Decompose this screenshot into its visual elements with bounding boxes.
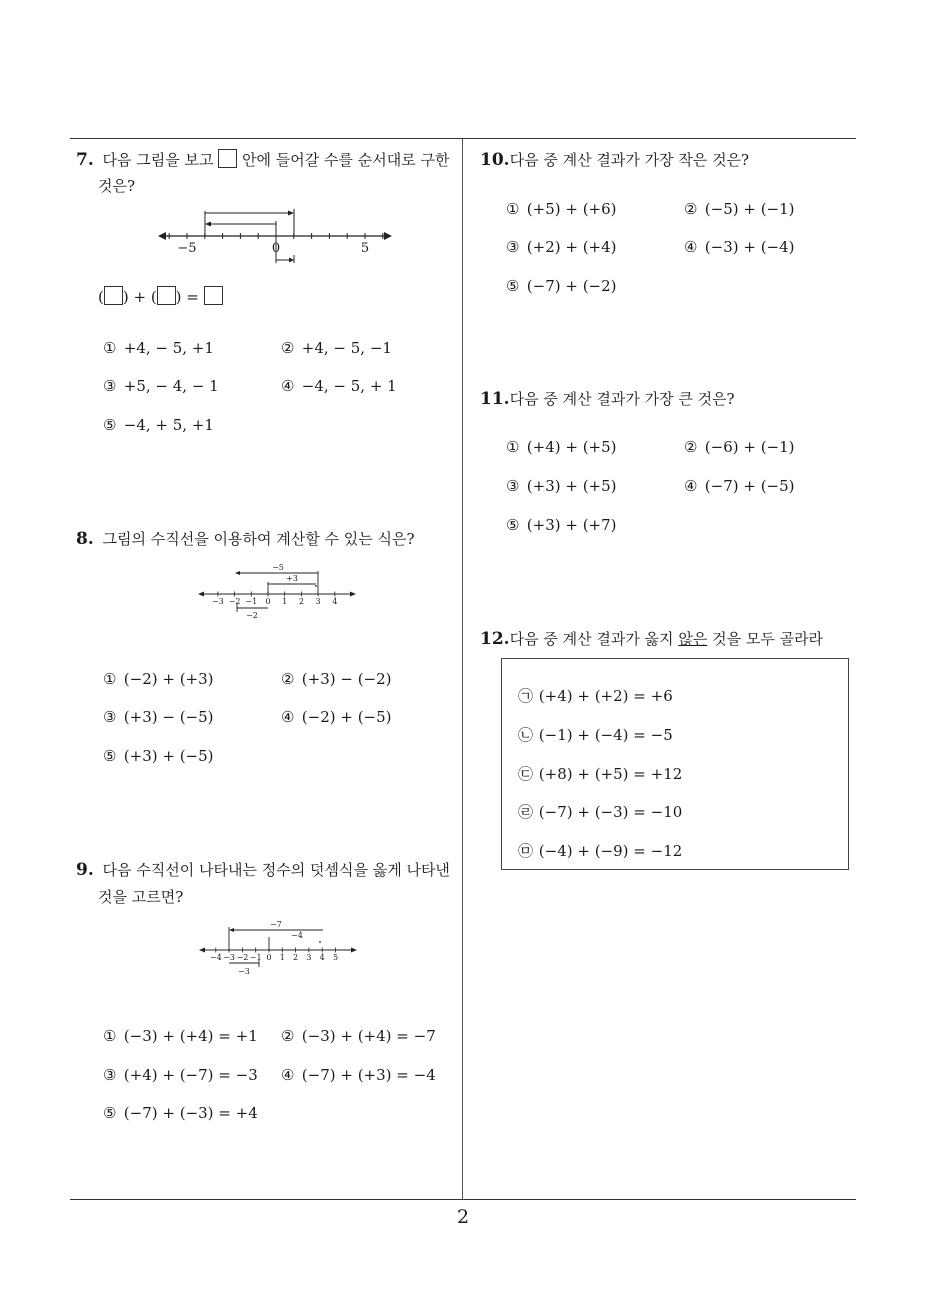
q8-arrow-head (235, 571, 240, 575)
choice-text: −4, + 5, +1 (123, 416, 214, 434)
q8-tick-label: −3 (212, 597, 224, 606)
q12-item-2[interactable] (518, 724, 673, 745)
question-7-text-a: 다음 그림을 보고 (102, 151, 214, 169)
q8-axis-left-arrow (198, 592, 204, 597)
choice-mark: ⑤ (506, 277, 520, 295)
choice-mark: ③ (103, 1066, 117, 1084)
answer-blank-box (218, 149, 237, 168)
choice-text: (−3) + (+4) = −7 (301, 1027, 436, 1045)
q7-axis-left-arrow (158, 232, 166, 240)
question-12-text-a: 다음 중 계산 결과가 옳지 (509, 630, 679, 648)
choice-text: (−6) + (−1) (704, 438, 795, 456)
question-11 (480, 385, 735, 413)
choice-text: (−5) + (−1) (704, 200, 795, 218)
q8-tick-label: 4 (332, 597, 338, 606)
choice-text: (−2) + (+3) (123, 670, 214, 688)
q7-choice-1[interactable] (103, 339, 214, 357)
q9-choice-1[interactable] (103, 1027, 258, 1045)
question-9-text-line2: 것을 고르면? (98, 888, 184, 906)
formula-paren: ( (98, 288, 104, 306)
q9-choice-4[interactable] (281, 1066, 436, 1084)
item-mark: ㉠ (518, 687, 534, 705)
q7-tick-label: 5 (360, 241, 370, 256)
choice-text: −4, − 5, + 1 (301, 377, 397, 395)
choice-text: (+3) + (+7) (526, 516, 617, 534)
q7-choice-5[interactable] (103, 416, 214, 434)
question-11-text: 다음 중 계산 결과가 가장 큰 것은? (509, 390, 735, 408)
choice-mark: ⑤ (103, 747, 117, 765)
item-text: (−7) + (−3) = −10 (538, 803, 683, 821)
choice-mark: ④ (684, 477, 698, 495)
q8-tick-label: 0 (265, 597, 271, 606)
q12-item-4[interactable] (518, 801, 682, 822)
q12-item-5[interactable] (518, 840, 682, 861)
item-text: (−4) + (−9) = −12 (538, 842, 683, 860)
q8-tick-label: 2 (298, 597, 304, 606)
choice-mark: ⑤ (103, 1104, 117, 1122)
q9-tick-label: 3 (306, 953, 312, 962)
question-7 (76, 146, 461, 174)
q8-tick-label: −2 (228, 597, 241, 606)
formula-blank-1 (104, 286, 123, 305)
q8-number-line (195, 562, 360, 624)
question-7-number: 7. (76, 150, 94, 170)
q9-choice-5[interactable] (103, 1104, 258, 1122)
q10-choice-1[interactable] (506, 200, 617, 218)
choice-mark: ① (103, 339, 117, 357)
choice-text: (+3) + (+5) (526, 477, 617, 495)
q7-choice-2[interactable] (281, 339, 392, 357)
q8-dot (315, 585, 317, 587)
choice-text: (−7) + (−2) (526, 277, 617, 295)
question-8 (76, 525, 415, 553)
choice-text: (+4) + (−7) = −3 (123, 1066, 258, 1084)
q9-choice-2[interactable] (281, 1027, 436, 1045)
choice-mark: ④ (281, 377, 295, 395)
choice-mark: ① (506, 438, 520, 456)
q8-choice-1[interactable] (103, 670, 214, 688)
q9-tick-label: −2 (236, 953, 249, 962)
formula-eq: ) = (175, 288, 199, 306)
q9-arrow-label: −3 (238, 967, 250, 976)
choice-text: +4, − 5, +1 (123, 339, 214, 357)
choice-mark: ② (684, 438, 698, 456)
item-mark: ㉢ (518, 765, 534, 783)
choice-text: (−7) + (−5) (704, 477, 795, 495)
choice-text: +5, − 4, − 1 (123, 377, 219, 395)
column-divider (462, 139, 463, 1199)
q8-choice-5[interactable] (103, 747, 214, 765)
q9-tick-label: 5 (332, 953, 339, 962)
q8-arrow-label: −5 (272, 563, 284, 572)
item-text: (+4) + (+2) = +6 (538, 687, 673, 705)
q11-choice-2[interactable] (684, 438, 795, 456)
choice-mark: ② (281, 339, 295, 357)
q7-choice-3[interactable] (103, 377, 219, 395)
choice-text: (+3) + (−5) (123, 747, 214, 765)
q7-arrow-3-head (289, 258, 294, 263)
item-mark: ㉤ (518, 842, 534, 860)
q10-choice-3[interactable] (506, 238, 617, 256)
page-number: 2 (456, 1206, 470, 1228)
q9-tick-label: 2 (293, 953, 299, 962)
q7-arrow-1-head (288, 211, 294, 216)
question-9 (76, 856, 461, 884)
q8-axis-right-arrow (350, 592, 356, 597)
choice-mark: ① (103, 1027, 117, 1045)
q11-choice-1[interactable] (506, 438, 617, 456)
q9-axis-left-arrow (199, 948, 205, 953)
choice-mark: ③ (506, 477, 520, 495)
choice-mark: ② (281, 670, 295, 688)
choice-text: (+5) + (+6) (526, 200, 617, 218)
q7-arrow-2-head (205, 222, 211, 227)
question-12-text-b: 것을 모두 골라라 (707, 630, 824, 648)
question-9-text: 다음 수직선이 나타내는 정수의 덧셈식을 옳게 나타낸 (102, 861, 450, 879)
q11-choice-4[interactable] (684, 477, 795, 495)
choice-text: (−7) + (−3) = +4 (123, 1104, 258, 1122)
q9-dot (319, 941, 321, 943)
question-10-text: 다음 중 계산 결과가 가장 작은 것은? (509, 151, 750, 169)
question-9-number: 9. (76, 860, 94, 880)
q11-choice-3[interactable] (506, 477, 617, 495)
q9-tick-label: 1 (279, 953, 285, 962)
question-8-text: 그림의 수직선을 이용하여 계산할 수 있는 식은? (102, 530, 415, 548)
formula-blank-2 (157, 286, 176, 305)
q9-arrow-label: −4 (291, 931, 303, 940)
choice-text: (+4) + (+5) (526, 438, 617, 456)
q9-tick-label: −1 (249, 953, 262, 962)
formula-plus: ) + ( (122, 288, 157, 306)
question-11-number: 11. (480, 389, 510, 409)
q9-tick-label: −3 (223, 953, 235, 962)
choice-text: (−3) + (−4) (704, 238, 795, 256)
choice-mark: ③ (103, 377, 117, 395)
q12-item-3[interactable] (518, 763, 682, 784)
q8-tick-label: 1 (282, 597, 288, 606)
q9-number-line (196, 917, 361, 979)
q8-tick-label: 3 (315, 597, 321, 606)
item-text: (+8) + (+5) = +12 (538, 765, 683, 783)
q7-formula (98, 286, 223, 306)
q8-tick-label: −1 (245, 597, 258, 606)
q9-tick-label: 0 (266, 953, 272, 962)
q11-choice-5[interactable] (506, 516, 617, 534)
choice-mark: ⑤ (103, 416, 117, 434)
q7-number-line (150, 205, 400, 267)
item-text: (−1) + (−4) = −5 (538, 726, 673, 744)
question-12-number: 12. (480, 629, 510, 649)
q10-choice-5[interactable] (506, 277, 617, 295)
question-12-text-underlined: 않은 (678, 630, 708, 648)
choice-mark: ④ (684, 238, 698, 256)
choice-mark: ④ (281, 1066, 295, 1084)
q7-tick-label: 0 (271, 241, 281, 256)
question-12 (480, 625, 823, 653)
q8-arrow-label: +3 (286, 574, 298, 583)
question-7-text-line2: 것은? (98, 177, 136, 195)
q8-choice-4[interactable] (281, 708, 392, 726)
q8-choice-3[interactable] (103, 708, 214, 726)
q7-tick-label: −5 (177, 241, 197, 256)
q8-arrow-label: −2 (246, 611, 258, 620)
q7-axis-right-arrow (384, 232, 392, 240)
formula-blank-3 (204, 286, 223, 305)
choice-mark: ① (103, 670, 117, 688)
q12-item-1[interactable] (518, 685, 673, 706)
q9-arrow-head (229, 928, 234, 932)
choice-text: (+3) − (−2) (301, 670, 392, 688)
choice-mark: ② (281, 1027, 295, 1045)
choice-text: (−7) + (+3) = −4 (301, 1066, 436, 1084)
choice-text: (−3) + (+4) = +1 (123, 1027, 258, 1045)
q8-choice-2[interactable] (281, 670, 392, 688)
choice-text: (+2) + (+4) (526, 238, 617, 256)
question-10-number: 10. (480, 150, 510, 170)
q9-arrow-label: −7 (270, 920, 282, 929)
q10-choice-2[interactable] (684, 200, 795, 218)
q10-choice-4[interactable] (684, 238, 795, 256)
top-rule (70, 138, 856, 139)
bottom-rule (70, 1199, 856, 1200)
question-7-text-b: 안에 들어갈 수를 순서대로 구한 (242, 151, 450, 169)
q9-choice-3[interactable] (103, 1066, 258, 1084)
choice-mark: ③ (506, 238, 520, 256)
q9-tick-label: −4 (209, 953, 222, 962)
choice-text: (−2) + (−5) (301, 708, 392, 726)
item-mark: ㉡ (518, 726, 534, 744)
item-mark: ㉣ (518, 803, 534, 821)
choice-mark: ⑤ (506, 516, 520, 534)
q9-axis-right-arrow (351, 948, 357, 953)
q9-tick-label: 4 (319, 953, 325, 962)
choice-text: +4, − 5, −1 (301, 339, 392, 357)
choice-mark: ② (684, 200, 698, 218)
q7-choice-4[interactable] (281, 377, 397, 395)
choice-mark: ① (506, 200, 520, 218)
question-8-number: 8. (76, 529, 94, 549)
choice-mark: ③ (103, 708, 117, 726)
choice-text: (+3) − (−5) (123, 708, 214, 726)
choice-mark: ④ (281, 708, 295, 726)
question-10 (480, 146, 749, 174)
